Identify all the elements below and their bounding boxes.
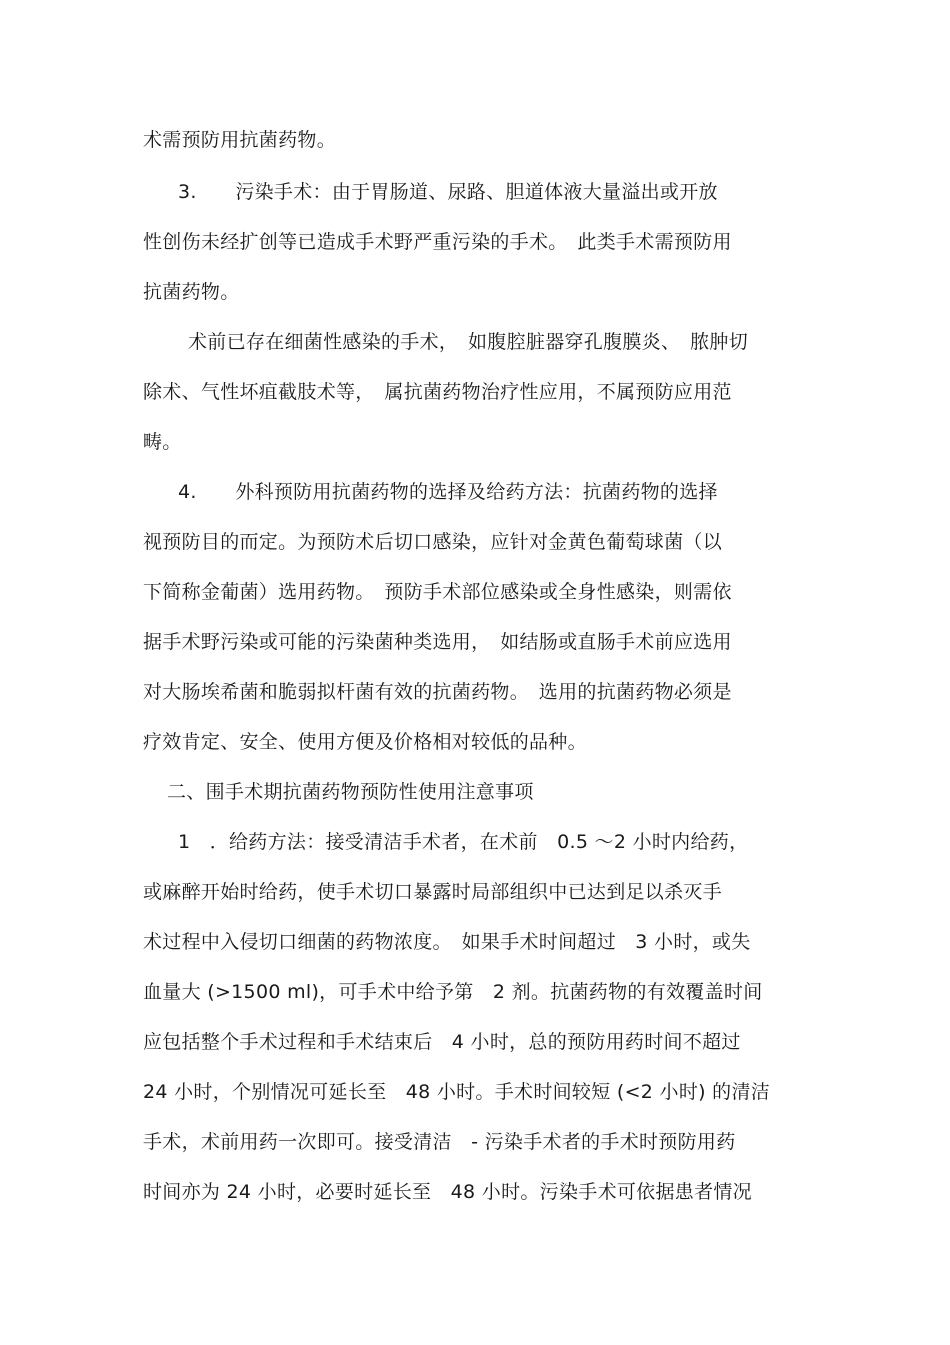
text-line: 下简称金葡菌）选用药物。 预防手术部位感染或全身性感染，则需依: [143, 581, 732, 603]
text-line: 手术，术前用药一次即可。接受清洁 - 污染手术者的手术时预防用药: [143, 1131, 736, 1153]
text-line: 术过程中入侵切口细菌的药物浓度。 如果手术时间超过 3 小时，或失: [143, 931, 751, 953]
text-line: 据手术野污染或可能的污染菌种类选用， 如结肠或直肠手术前应选用: [143, 631, 732, 653]
text-line: 术需预防用抗菌药物。: [143, 129, 337, 151]
text-line: 3. 污染手术：由于胃肠道、尿路、胆道体液大量溢出或开放: [178, 181, 718, 203]
text-line: 或麻醉开始时给药，使手术切口暴露时局部组织中已达到足以杀灭手: [143, 881, 723, 903]
text-line: 性创伤未经扩创等已造成手术野严重污染的手术。 此类手术需预防用: [143, 231, 732, 253]
text-line: 视预防目的而定。为预防术后切口感染，应针对金黄色葡萄球菌（以: [143, 531, 723, 553]
section-heading: 二、围手术期抗菌药物预防性使用注意事项: [167, 781, 534, 803]
text-line: 术前已存在细菌性感染的手术， 如腹腔脏器穿孔腹膜炎、 脓肿切: [188, 331, 749, 353]
text-line: 24 小时，个别情况可延长至 48 小时。手术时间较短 (<2 小时) 的清洁: [143, 1081, 771, 1103]
text-line: 应包括整个手术过程和手术结束后 4 小时，总的预防用药时间不超过: [143, 1031, 741, 1053]
text-line: 时间亦为 24 小时，必要时延长至 48 小时。污染手术可依据患者情况: [143, 1181, 752, 1203]
text-line: 1 ．给药方法：接受清洁手术者，在术前 0.5 ～2 小时内给药，: [178, 831, 749, 853]
text-line: 4. 外科预防用抗菌药物的选择及给药方法：抗菌药物的选择: [178, 481, 718, 503]
text-line: 除术、气性坏疽截肢术等， 属抗菌药物治疗性应用，不属预防应用范: [143, 381, 732, 403]
text-line: 对大肠埃希菌和脆弱拟杆菌有效的抗菌药物。 选用的抗菌药物必须是: [143, 681, 732, 703]
text-line: 畴。: [143, 431, 182, 453]
text-line: 抗菌药物。: [143, 281, 240, 303]
text-line: 疗效肯定、安全、使用方便及价格相对较低的品种。: [143, 731, 587, 753]
text-line: 血量大 (>1500 ml)，可手术中给予第 2 剂。抗菌药物的有效覆盖时间: [143, 981, 763, 1003]
